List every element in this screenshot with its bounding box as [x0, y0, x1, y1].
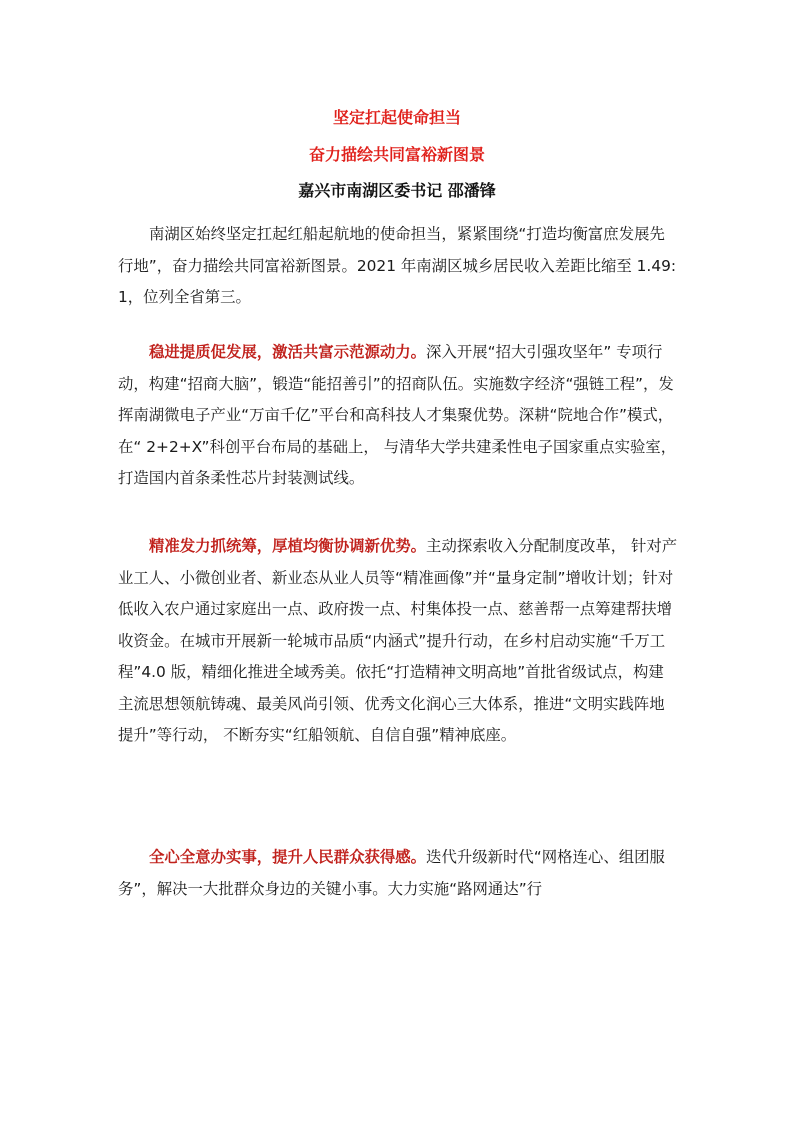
paragraph-text: 迭代升级新时代“网格连心、组团服务”，解决一大批群众身边的关键小事。大力实施“路网通达”行: [118, 848, 665, 898]
paragraph-development: [118, 337, 678, 495]
paragraph-coordination: [118, 531, 678, 752]
author-line: 嘉兴市南湖区委书记 邵潘锋: [298, 181, 496, 200]
paragraph-text: 主动探索收入分配制度改革， 针对产业工人、小微创业者、新业态从业人员等“精准画像”并“量身定制”增收计划；针对低收入农户通过家庭出一点、政府拨一点、村集体投一点、慈善帮一点筹建帮扶增收资金。在城市开展新一轮城市品质“内涵式”提升行动，在乡村启动实施“千万工程”4.0 版，精细化推进全域秀美。依托“打造精神文明高地”首批省级试点，构建主流思想领航铸魂、最美风尚引领、优秀文化润心三大体系，推进“文明实践阵地提升”等行动， 不断夯实“红船领航、自信自强”精神底座。: [118, 537, 678, 744]
paragraph-text: 南湖区始终坚定扛起红船起航地的使命担当，紧紧围绕“打造均衡富庶发展先行地”，奋力描绘共同富裕新图景。2021 年南湖区城乡居民收入差距比缩至 1.49:1，位列全省第三。: [118, 225, 677, 306]
paragraph-practical-matters: [118, 842, 678, 905]
paragraph-lead: 稳进提质促发展，激活共富示范源动力。: [149, 343, 427, 361]
title-line-1: 坚定扛起使命担当: [332, 108, 461, 127]
paragraph-lead: 精准发力抓统筹，厚植均衡协调新优势。: [149, 537, 427, 555]
title-line-2: 奋力描绘共同富裕新图景: [308, 145, 485, 164]
paragraph-text: 深入开展“招大引强攻坚年” 专项行动，构建“招商大脑”，锻造“能招善引”的招商队伍。实施数字经济“强链工程”，发挥南湖微电子产业“万亩千亿”平台和高科技人才集聚优势。深耕“院地合作”模式，在“ 2+2+X”科创平台布局的基础上， 与清华大学共建柔性电子国家重点实验室，打造国内首条柔性芯片封装测试线。: [118, 343, 677, 487]
paragraph-lead: 全心全意办实事，提升人民群众获得感。: [149, 848, 427, 866]
paragraph-intro: [118, 219, 678, 314]
